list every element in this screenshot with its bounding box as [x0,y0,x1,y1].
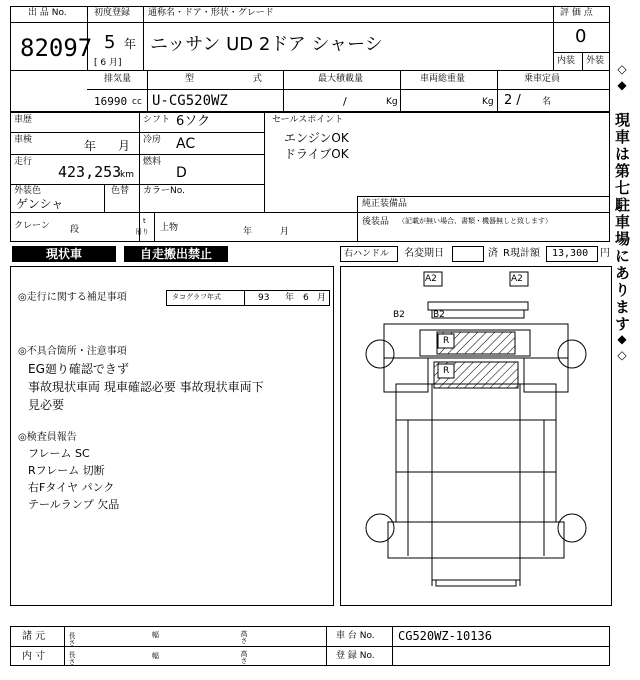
chassis-no: CG520WZ-10136 [398,629,492,643]
mark-a2-right: A2 [511,274,523,284]
lot-no: 82097 [20,34,93,62]
as-is-tag: 現状車 [12,246,116,262]
fuel: D [176,165,187,181]
mileage-unit: km [120,170,134,180]
no-self-drive-tag: 自走搬出禁止 [124,246,228,262]
color-code-label: カラーNo. [143,186,185,196]
inspection-month-unit: 月 [118,139,131,153]
ac-label: 冷房 [143,135,162,145]
first-reg-year-unit: 年 [124,37,137,51]
sales-point-1: エンジンOK [284,131,349,145]
footer-width-2: 幅 [152,652,159,660]
defect-3: 見必要 [28,398,65,412]
max-load: / [343,95,347,108]
eval-score: 0 [575,26,587,47]
capacity-unit: 名 [542,97,552,107]
tacho-month-unit: 月 [317,293,327,303]
mileage: 423,253 [58,163,122,181]
displacement-unit: cc [132,97,142,107]
steering: 右ハンドル [344,249,390,259]
sales-point-label: セールスポイント [272,115,344,125]
upper-year-unit: 年 [243,227,253,237]
side-notice-top: ◇◆ [615,62,629,94]
crane-ton: t [143,217,146,225]
fuel-label: 燃料 [143,157,162,167]
history-label: 車歴 [14,115,33,125]
inspector-4: テールランプ 欠品 [28,498,120,511]
yen: 円 [600,248,610,259]
inspection-label: 車検 [14,135,33,145]
gross-weight-label: 車両総重量 [420,74,466,84]
color-label: 外装色 [14,186,42,196]
footer-height-2: 高さ [240,650,248,664]
footer-width-1: 幅 [152,631,159,639]
crane-label: クレーン [14,221,50,231]
footer-length-2: 長さ [68,651,76,665]
crane-lift: 吊り [135,228,149,236]
defect-2: 事故現状車両 現車確認必要 事故現状車両下 [28,380,264,394]
equipment-label: 純正装備品 [362,199,408,209]
footer-inner-label: 内 寸 [22,651,46,662]
model: U-CG520WZ [152,93,228,109]
defect-1: EG廻り確認できず [28,362,129,376]
driving-label: ◎走行に関する補足事項 [18,292,127,303]
inspector-3: 右Fタイヤ パンク [28,481,115,494]
inspector-2: Rフレーム 切断 [28,464,105,477]
side-notice: 現車は第七駐車場にあります [613,112,631,333]
side-notice-bottom: ◆◇ [615,332,629,364]
first-reg-month: [ 6 月] [94,58,122,68]
chassis-label: 車 台 No. [336,631,375,641]
reg-label: 登 録 No. [336,651,375,661]
shift: 6ソク [176,114,211,129]
lot-no-label: 出 品 No. [28,8,67,18]
max-load-unit: Kg [386,97,398,107]
inspector-label: ◎検査員報告 [18,432,77,443]
shift-label: シフト [143,115,171,125]
tacho-year: 93 [258,293,270,303]
displacement: 16990 [94,95,128,108]
name-label: 通称名・ドア・形状・グレード [148,8,274,18]
r-mileage-label: R現計額 [503,248,540,259]
vehicle-name: ニッサン UD 2ドア シャーシ [150,34,383,55]
interior-label: 内装 [557,56,576,66]
max-load-label: 最大積載量 [318,74,364,84]
model-label: 型 式 [185,74,290,84]
name-change-label: 名変期日 [404,248,444,259]
first-reg-year: 5 [104,32,116,53]
truck-diagram [340,266,612,606]
inspection-year-unit: 年 [84,139,97,153]
mileage-label: 走行 [14,157,33,167]
upper-label: 上物 [160,223,179,233]
exterior-label: 外装 [586,56,605,66]
aftermarket-note: （記載が無い場合、書類・機器無しと致します） [398,217,552,225]
tacho-label: タコグラフ年式 [172,293,221,301]
crane-stage: 段 [70,225,80,235]
footer-length-1: 長さ [68,632,76,646]
tacho-year-unit: 年 [285,293,295,303]
capacity-label: 乗車定員 [524,74,561,84]
sales-point-2: ドライブOK [284,147,349,161]
eval-label: 評 価 点 [560,8,593,18]
first-reg-label: 初度登録 [94,8,131,18]
ac: AC [176,136,196,152]
tacho-month: 6 [303,293,309,303]
inspector-1: フレーム SC [28,447,90,460]
ryo-mark: 済 [488,248,498,259]
mark-r-1: R [443,336,450,346]
color-no-label: 色替 [111,186,130,196]
color: ゲンシャ [16,197,64,211]
mark-b2-left: B2 [393,310,405,320]
mark-r-2: R [443,366,450,376]
r-mileage: 13,300 [552,248,589,259]
defects-label: ◎不具合箇所・注意事項 [18,346,127,357]
footer-height-1: 高さ [240,630,248,644]
displacement-label: 排気量 [104,74,132,84]
gross-weight-unit: Kg [482,97,494,107]
aftermarket-label: 後装品 [362,217,390,227]
upper-month-unit: 月 [280,227,290,237]
mark-a2-left: A2 [425,274,437,284]
capacity: 2 / [504,93,521,108]
name-change-box [452,246,484,262]
mark-b2-right: B2 [433,310,445,320]
footer-specs-label: 諸 元 [22,631,46,642]
